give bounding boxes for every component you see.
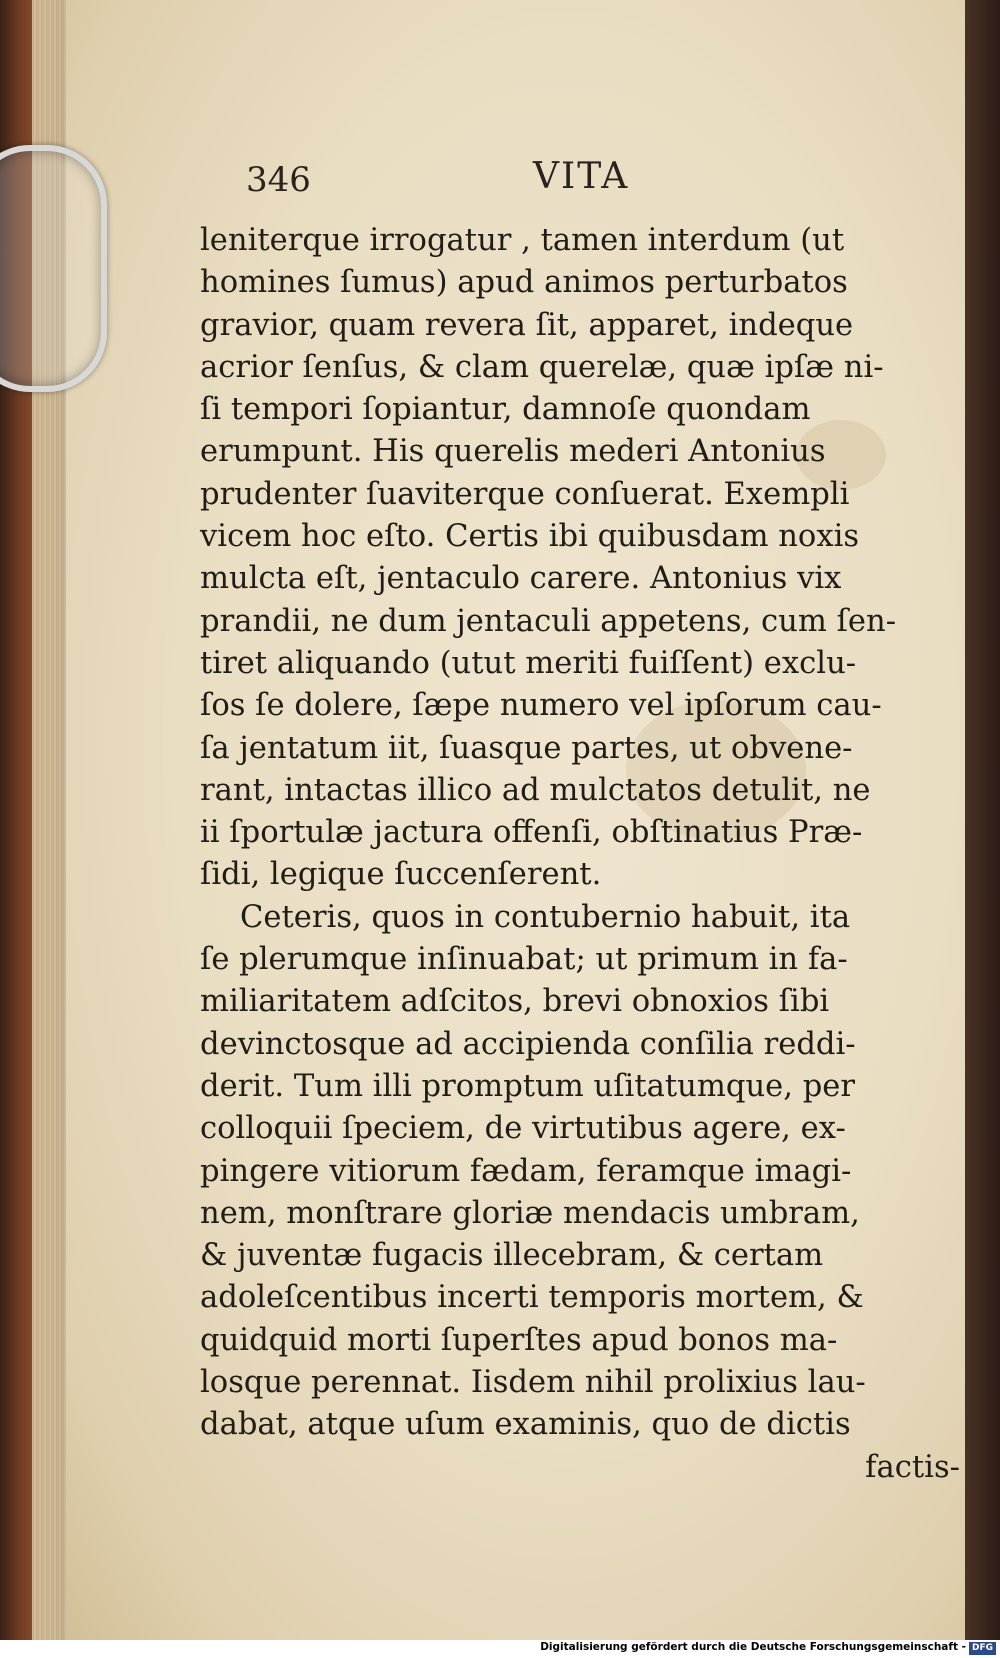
text-line: derit. Tum illi promptum uſitatumque, per (200, 1068, 856, 1104)
text-line: ſa jentatum iit, ſuasque partes, ut obvene- (200, 730, 853, 766)
dfg-logo-icon: DFG (969, 1642, 996, 1655)
text-line: pingere vitiorum fædam, feramque imagi- (200, 1153, 852, 1189)
funding-credit: Digitalisierung gefördert durch die Deutsche Forschungsgemeinschaft - (540, 1641, 966, 1653)
text-line: losque perennat. Iisdem nihil prolixius lau- (200, 1365, 866, 1401)
text-line: gravior, quam revera ſit, apparet, indeque (200, 307, 854, 343)
text-line: dabat, atque uſum examinis, quo de dictis (200, 1407, 851, 1443)
running-head: VITA (533, 156, 630, 197)
text-line: ſi tempori ſopiantur, damnoſe quondam (200, 392, 811, 428)
text-line: prandii, ne dum jentaculi appetens, cum ſen- (200, 603, 897, 639)
catchword: factis- (865, 1449, 960, 1485)
text-line: ſos ſe dolere, ſæpe numero vel ipſorum cau- (200, 688, 882, 724)
text-line: colloquii ſpeciem, de virtutibus agere, ex- (200, 1111, 846, 1147)
page-clip (0, 145, 107, 392)
text-line: miliaritatem adſcitos, brevi obnoxios ſibi (200, 984, 830, 1020)
text-line: homines ſumus) apud animos perturbatos (200, 265, 848, 301)
body-text (200, 220, 970, 1489)
text-line: leniterque irrogatur , tamen interdum (ut (200, 223, 845, 258)
text-line: rant, intactas illico ad mulctatos detulit, ne (200, 772, 871, 808)
text-line: & juventæ fugacis illecebram, & certam (200, 1238, 824, 1274)
text-line: mulcta eſt, jentaculo carere. Antonius vix (200, 561, 842, 597)
text-line: devinctosque ad accipienda conſilia reddi- (200, 1026, 856, 1062)
text-line: tiret aliquando (utut meriti fuiſſent) exclu- (200, 645, 857, 681)
text-line: ſe plerumque inſinuabat; ut primum in fa- (200, 942, 848, 978)
text-line: adoleſcentibus incerti temporis mortem, & (200, 1280, 864, 1316)
text-line: acrior ſenſus, & clam querelæ, quæ ipſæ ni- (200, 349, 884, 385)
text-line: vicem hoc eſto. Certis ibi quibusdam noxis (200, 519, 860, 555)
page-number: 346 (246, 160, 311, 200)
text-line: prudenter ſuaviterque conſuerat. Exempli (200, 476, 850, 512)
facing-page-edge (965, 0, 1000, 1640)
text-line: ſidi, legique ſuccenſerent. (200, 857, 602, 893)
text-line: nem, monſtrare gloriæ mendacis umbram, (200, 1195, 860, 1231)
text-line: ii ſportulæ jactura offenſi, obſtinatius Præ- (200, 815, 863, 851)
text-line-paragraph-start: Ceteris, quos in contubernio habuit, ita (240, 899, 851, 935)
text-line: erumpunt. His querelis mederi Antonius (200, 434, 826, 470)
text-line: quidquid morti ſuperſtes apud bonos ma- (200, 1322, 838, 1358)
